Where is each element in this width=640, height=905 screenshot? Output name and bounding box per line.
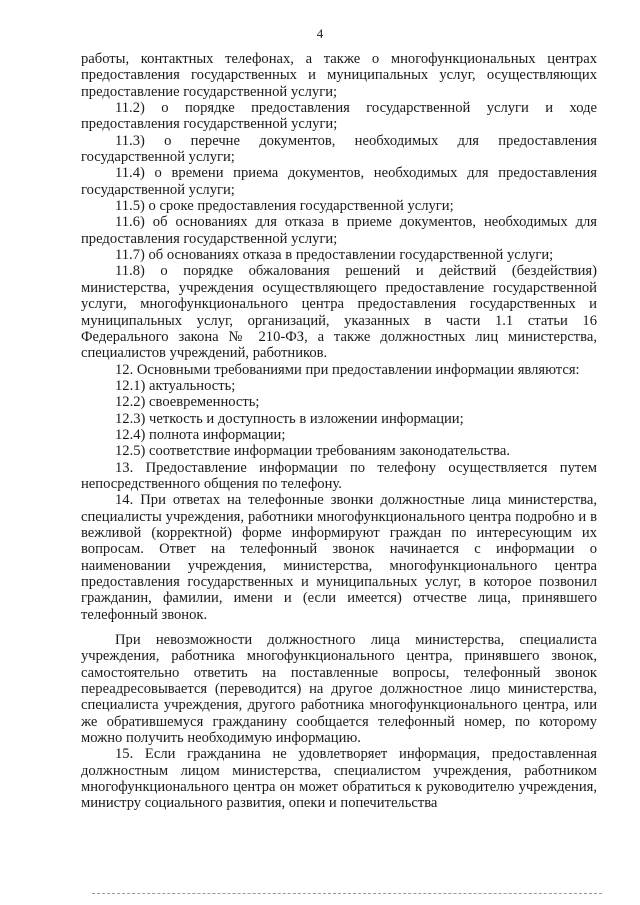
paragraph-12-2: 12.2) своевременность; xyxy=(115,394,260,411)
paragraph-12-5: 12.5) соответствие информации требованиям законодательства. xyxy=(115,443,510,460)
paragraph-13: 13. Предоставление информации по телефону осуществляется путем непосредственного общения по телефону. xyxy=(81,459,597,492)
paragraph-14: 14. При ответах на телефонные звонки должностные лица министерства, специалисты учреждения, работники многофункционального центра подробно и в вежливой (корректной) форме информируют граждан по интересующим их вопросам. Ответ на телефонный звонок начинается с информации о наименовании учреждения, министерства, многофункционального центра предоставления государственных и муниципальных услуг, в которое позвонил гражданин, фамилии, имени и (если имеется) отчестве лица, принявшего телефонный звонок. xyxy=(81,492,597,623)
scan-edge-rule xyxy=(92,893,602,894)
paragraph-11-3: 11.3) о перечне документов, необходимых для предоставления государственной услуги; xyxy=(81,132,597,166)
paragraph-12-3: 12.3) четкость и доступность в изложении информации; xyxy=(115,410,464,427)
paragraph-14-continued: При невозможности должностного лица министерства, специалиста учреждения, работника многофункционального центра, принявшего звонок, самостоятельно ответить на поставленные вопросы, телефонный звонок переадресовывается (переводится) на другое должностное лицо министерства, специалиста учреждения, другого работника многофункционального центра, или же обратившемуся гражданину сообщается телефонный номер, по которому можно получить необходимую информацию. xyxy=(81,632,597,747)
paragraph-12: 12. Основными требованиями при предоставлении информации являются: xyxy=(115,361,580,378)
paragraph-15: 15. Если гражданина не удовлетворяет информация, предоставленная должностным лицом министерства, специалистом учреждения, работником многофункционального центра он может обратиться к руководителю учреждения, министру социального развития, опеки и попечительства xyxy=(81,746,597,812)
paragraph-11-6: 11.6) об основаниях для отказа в приеме документов, необходимых для предоставления государственной услуги; xyxy=(81,214,597,247)
paragraph-12-1: 12.1) актуальность; xyxy=(115,377,236,394)
paragraph-11-7: 11.7) об основаниях отказа в предоставлении государственной услуги; xyxy=(115,247,554,264)
document-body xyxy=(81,51,597,812)
paragraph-11-8: 11.8) о порядке обжалования решений и действий (бездействия) министерства, учреждения осуществляющего предоставление государственной услуги, многофункционального центра предоставления государственных и муниципальных услуг, организаций, указанных в части 1.1 статьи 16 Федерального закона № 210-ФЗ, а также должностных лиц министерства, специалистов учреждений, работников. xyxy=(81,263,597,362)
paragraph-continuation: работы, контактных телефонах, а также о многофункциональных центрах предоставления государственных и муниципальных услуг, осуществляющих предоставление государственной услуги; xyxy=(81,51,597,100)
paragraph-11-2: 11.2) о порядке предоставления государственной услуги и ходе предоставления государственной услуги; xyxy=(81,100,597,133)
paragraph-12-4: 12.4) полнота информации; xyxy=(115,426,286,443)
paragraph-11-5: 11.5) о сроке предоставления государственной услуги; xyxy=(115,198,454,215)
paragraph-11-4: 11.4) о времени приема документов, необходимых для предоставления государственной услуги; xyxy=(81,165,597,198)
page-number: 4 xyxy=(316,26,324,41)
